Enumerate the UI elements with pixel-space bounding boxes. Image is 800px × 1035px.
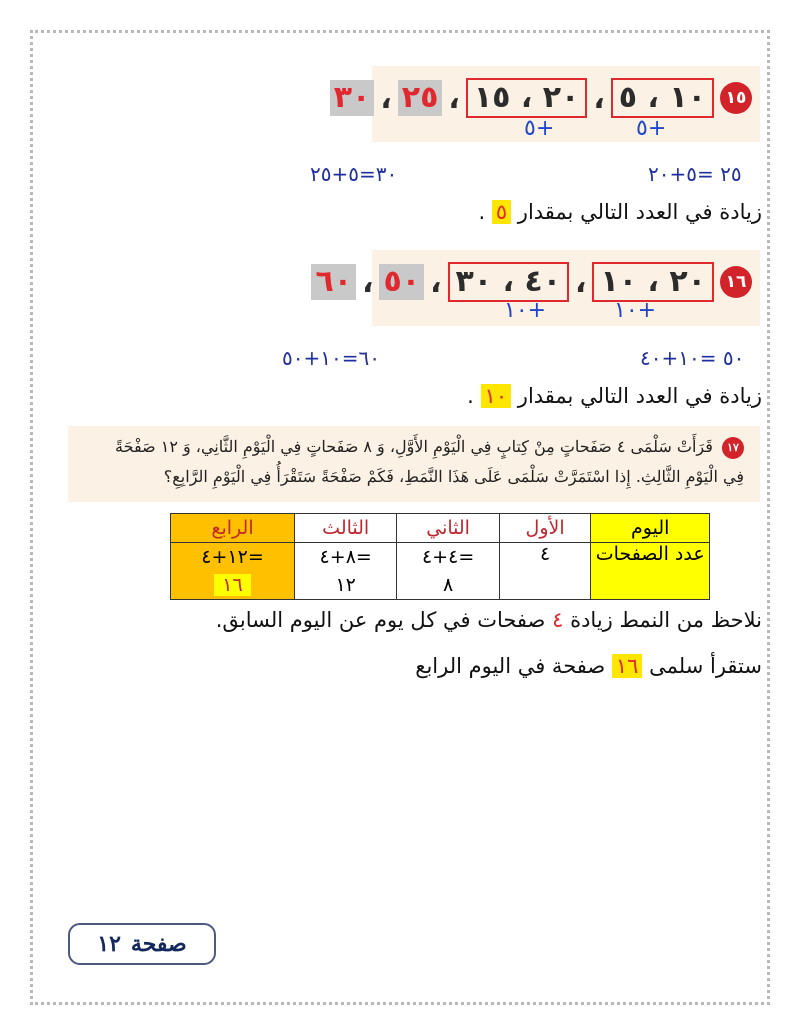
header-fourth: الرابع bbox=[171, 514, 295, 543]
problem-17-line-1: ١٧ قَرَأَتْ سَلْمَى ٤ صَفَحاتٍ مِنْ كِتابٍ فِي الْيَوْمِ الأَوَّلِ، وَ ٨ صَفَحاتٍ فِي الْيَوْمِ الثَّانِي، وَ ١٢ صَفْحَةً bbox=[84, 432, 744, 462]
cell-third-expr: =٨+٤ bbox=[294, 543, 396, 572]
final-answer-value: ١٦ bbox=[612, 654, 643, 678]
header-first: الأول bbox=[499, 514, 591, 543]
problem-15-step-2: ٥+ bbox=[524, 116, 555, 141]
problem-15-amount: ٥ bbox=[492, 200, 511, 224]
cell-second-expr: =٤+٤ bbox=[397, 543, 499, 572]
problem-15-answer-2: ٣٠ bbox=[330, 80, 375, 116]
page-label: صفحة bbox=[130, 931, 187, 957]
problem-15-step-1: ٥+ bbox=[636, 116, 667, 141]
problem-15-conclusion-text: زيادة في العدد التالي بمقدار bbox=[517, 200, 762, 224]
problem-15-sequence: ١٥ ١٠ ، ٥ ، ٢٠ ، ١٥ ، ٢٥ ، ٣٠ bbox=[330, 78, 752, 118]
cell-second-result: ٨ bbox=[397, 571, 499, 600]
pattern-note: نلاحظ من النمط زيادة ٤ صفحات في كل يوم عن اليوم السابق. bbox=[215, 608, 762, 632]
cell-third-result: ١٢ bbox=[294, 571, 396, 600]
final-answer: ستقرأ سلمى ١٦ صفحة في اليوم الرابع bbox=[415, 654, 762, 678]
problem-15-conclusion: زيادة في العدد التالي بمقدار ٥ . bbox=[478, 200, 762, 224]
problem-16-group-2: ٤٠ ، ٣٠ bbox=[448, 262, 570, 302]
problem-17-panel bbox=[68, 426, 760, 502]
problem-15-equation-left: ٣٠=٥+٢٥ bbox=[310, 162, 398, 186]
problem-15-group-1: ١٠ ، ٥ bbox=[611, 78, 714, 118]
problem-17-number-badge: ١٧ bbox=[722, 437, 744, 459]
cell-fourth-result-cell bbox=[171, 571, 295, 600]
cell-fourth-result: ١٦ bbox=[214, 574, 250, 596]
page-number-box bbox=[68, 923, 216, 965]
cell-fourth-expr: =١٢+٤ bbox=[171, 543, 295, 572]
problem-15-equation-right: ٢٥ =٥+٢٠ bbox=[648, 162, 742, 186]
table-header-row bbox=[171, 514, 710, 543]
pages-per-day-table bbox=[170, 513, 710, 600]
problem-16-step-2: ١٠+ bbox=[504, 298, 547, 323]
problem-15-number-badge: ١٥ bbox=[720, 82, 752, 114]
pattern-note-value: ٤ bbox=[552, 608, 564, 632]
header-day: اليوم bbox=[591, 514, 710, 543]
row-label-pages: عدد الصفحات bbox=[591, 543, 710, 600]
problem-16-amount: ١٠ bbox=[481, 384, 512, 408]
header-third: الثالث bbox=[294, 514, 396, 543]
problem-16-number-badge: ١٦ bbox=[720, 266, 752, 298]
problem-16-answer-2: ٦٠ bbox=[311, 264, 356, 300]
problem-15-group-2: ٢٠ ، ١٥ bbox=[466, 78, 588, 118]
table-row bbox=[171, 543, 710, 572]
problem-16-equation-right: ٥٠ =١٠+٤٠ bbox=[640, 346, 745, 370]
problem-16-step-1: ١٠+ bbox=[614, 298, 657, 323]
problem-17-line-2: فِي الْيَوْمِ الثَّالِثِ. إِذا اسْتَمَرَّتْ سَلْمَى عَلَى هَذَا النَّمَطِ، فَكَمْ صَفْحَةً سَتَقْرَأُ فِي الْيَوْمِ الرَّابِعِ؟ bbox=[163, 467, 744, 486]
problem-16-equation-left: ٦٠=١٠+٥٠ bbox=[282, 346, 380, 370]
problem-16-answer-1: ٥٠ bbox=[379, 264, 424, 300]
problem-16-sequence: ١٦ ٢٠ ، ١٠ ، ٤٠ ، ٣٠ ، ٥٠ ، ٦٠ bbox=[311, 262, 752, 302]
problem-16-conclusion: زيادة في العدد التالي بمقدار ١٠ . bbox=[467, 384, 762, 408]
problem-15-answer-1: ٢٥ bbox=[398, 80, 443, 116]
header-second: الثاني bbox=[397, 514, 499, 543]
problem-16-conclusion-text: زيادة في العدد التالي بمقدار bbox=[517, 384, 762, 408]
page-number: ١٢ bbox=[97, 931, 121, 957]
problem-16-group-1: ٢٠ ، ١٠ bbox=[592, 262, 714, 302]
cell-first-value: ٤ bbox=[499, 543, 591, 600]
